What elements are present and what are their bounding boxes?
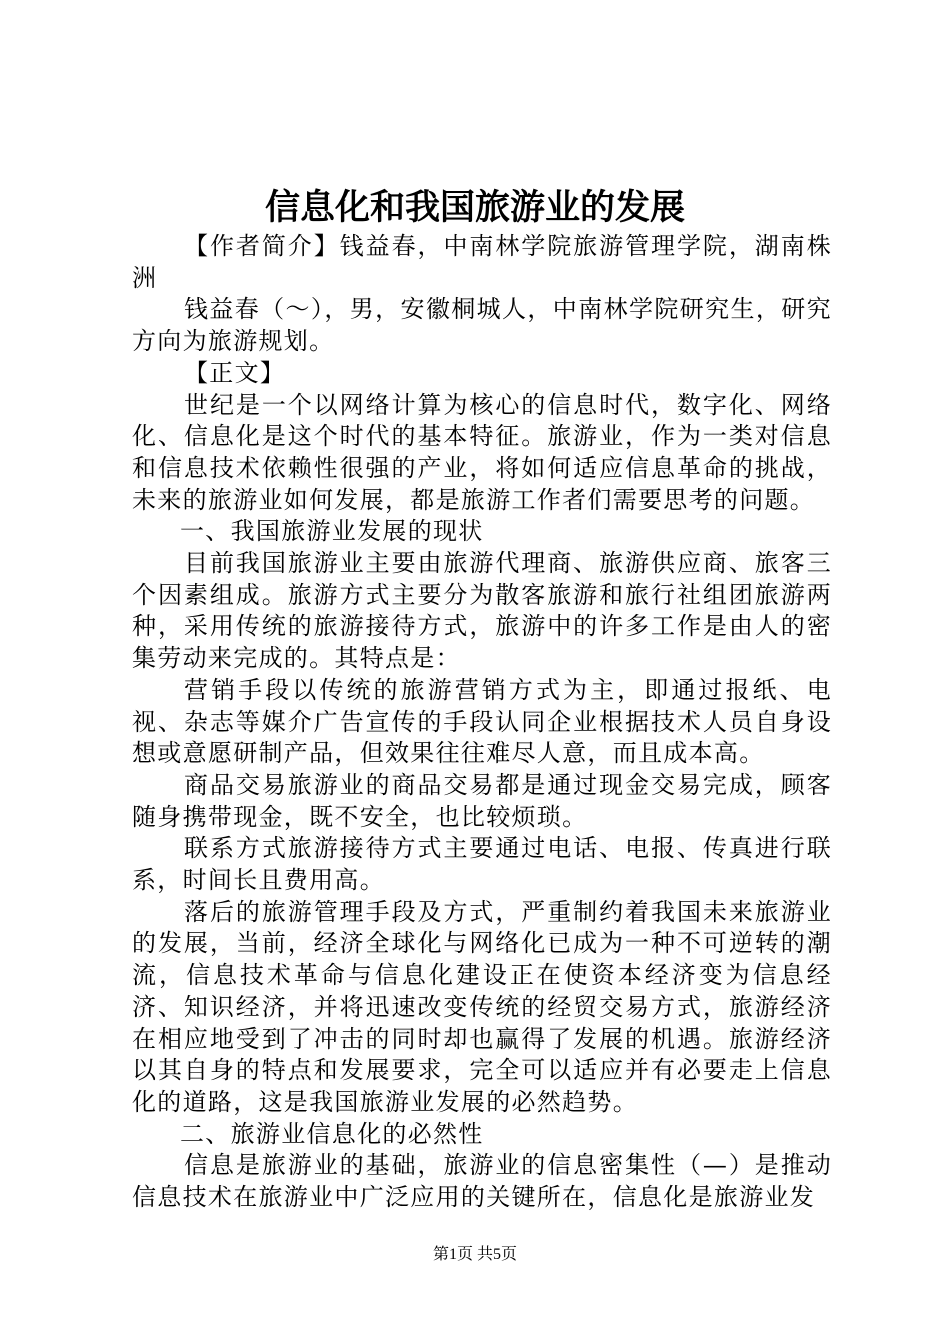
body-paragraph: 联系方式旅游接待方式主要通过电话、电报、传真进行联系，时间长且费用高。	[132, 834, 832, 895]
document-body	[132, 231, 832, 1214]
body-paragraph: 信息是旅游业的基础，旅游业的信息密集性（—）是推动信息技术在旅游业中广泛应用的关键所在，信息化是旅游业发	[132, 1151, 832, 1212]
document-title: 信息化和我国旅游业的发展	[264, 187, 685, 228]
author-bio-paragraph: 钱益春（～），男，安徽桐城人，中南林学院研究生，研究方向为旅游规划。	[132, 295, 832, 356]
page-footer: 第1页 共5页	[432, 1246, 517, 1263]
body-paragraph: 目前我国旅游业主要由旅游代理商、旅游供应商、旅客三个因素组成。旅游方式主要分为散客旅游和旅行社组团旅游两种，采用传统的旅游接待方式，旅游中的许多工作是由人的密集劳动来完成的。其特点是：	[132, 549, 832, 673]
author-intro-paragraph: 【作者简介】钱益春，中南林学院旅游管理学院，湖南株洲	[132, 232, 832, 292]
section-heading: 二、旅游业信息化的必然性	[180, 1119, 484, 1148]
body-paragraph: 商品交易旅游业的商品交易都是通过现金交易完成，顾客随身携带现金，既不安全，也比较烦琐。	[132, 770, 832, 831]
body-paragraph: 落后的旅游管理手段及方式，严重制约着我国未来旅游业的发展，当前，经济全球化与网络化已成为一种不可逆转的潮流，信息技术革命与信息化建设正在使资本经济变为信息经济、知识经济，并将迅速改变传统的经贸交易方式，旅游经济在相应地受到了冲击的同时却也赢得了发展的机遇。旅游经济以其自身的特点和发展要求，完全可以适应并有必要走上信息化的道路，这是我国旅游业发展的必然趋势。	[132, 897, 832, 1116]
body-paragraph: 世纪是一个以网络计算为核心的信息时代，数字化、网络化、信息化是这个时代的基本特征。旅游业，作为一类对信息和信息技术依赖性很强的产业，将如何适应信息革命的挑战，未来的旅游业如何发展，都是旅游工作者们需要思考的问题。	[132, 390, 832, 514]
body-paragraph: 营销手段以传统的旅游营销方式为主，即通过报纸、电视、杂志等媒介广告宣传的手段认同企业根据技术人员自身设想或意愿研制产品，但效果往往难尽人意，而且成本高。	[132, 675, 832, 768]
section-heading: 一、我国旅游业发展的现状	[180, 517, 484, 546]
main-text-label: 【正文】	[184, 358, 286, 387]
